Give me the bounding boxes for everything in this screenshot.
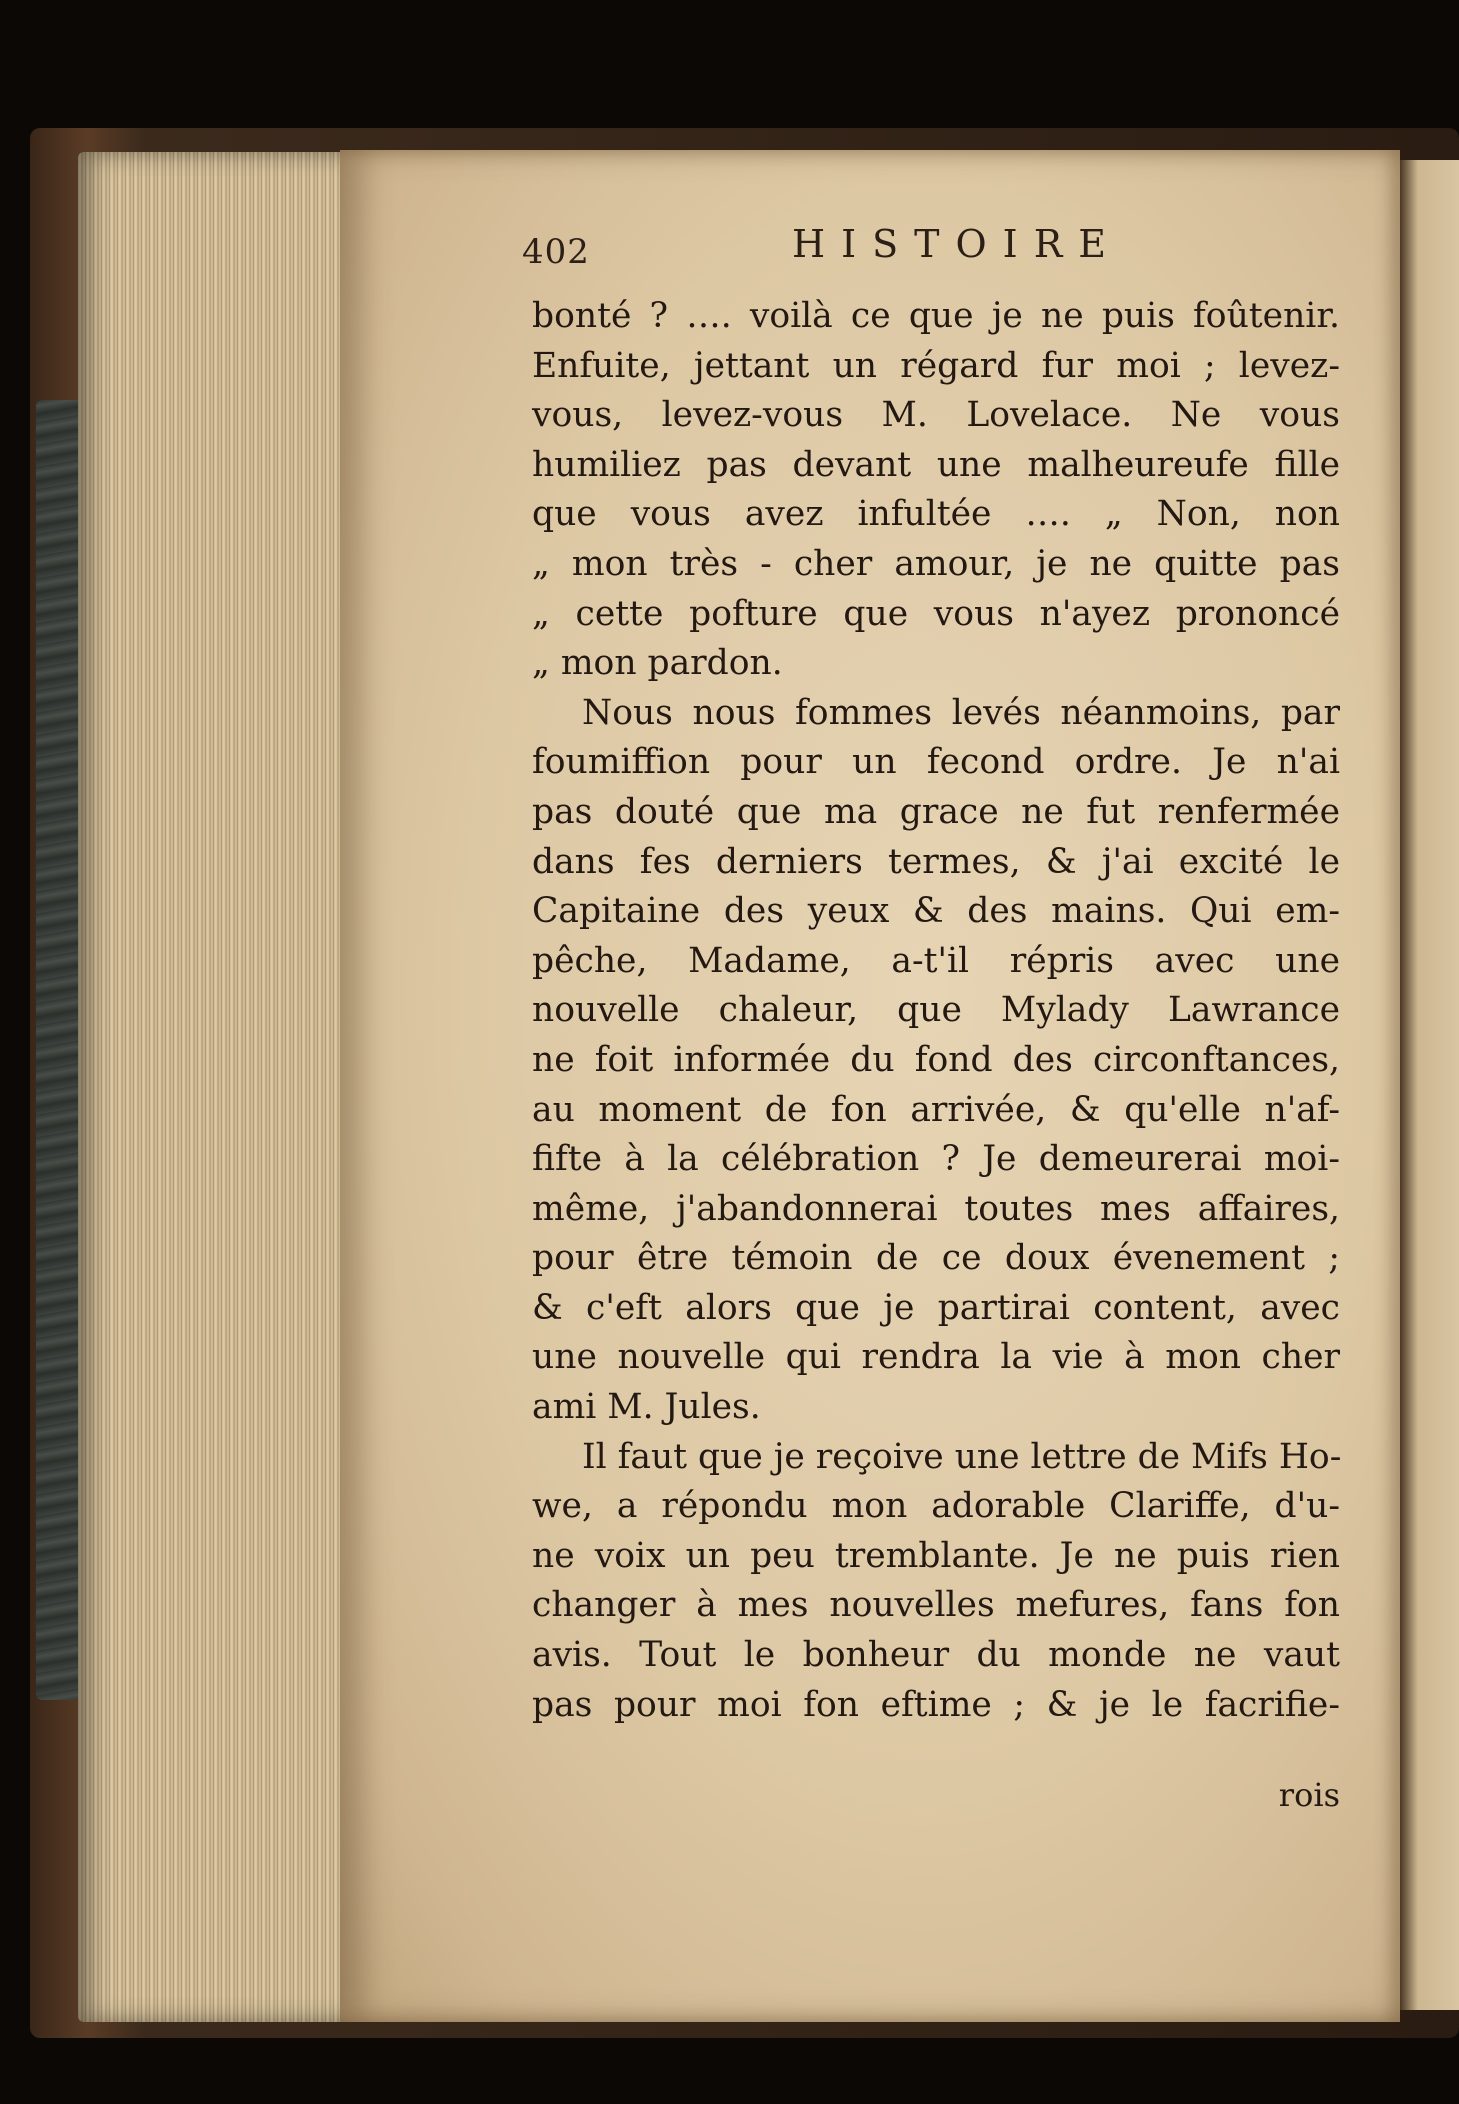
text-line: ne voix un peu tremblante. Je ne puis rien [532, 1535, 1340, 1576]
text-line: pas pour moi fon eftime ; & je le facrifie- [532, 1684, 1340, 1725]
text-line: „ cette pofture que vous n'ayez prononcé [532, 593, 1340, 634]
text-line: „ mon très - cher amour, je ne quitte pas [532, 543, 1340, 584]
text-line: avis. Tout le bonheur du monde ne vaut [532, 1635, 1340, 1676]
text-line: nouvelle chaleur, que Mylady Lawrance [532, 990, 1340, 1031]
text-line: Nous nous fommes levés néanmoins, par [582, 692, 1340, 733]
text-line: humiliez pas devant une malheureufe fille [532, 444, 1340, 485]
text-line: pas douté que ma grace ne fut renfermée [532, 791, 1340, 832]
text-line: vous, levez-vous M. Lovelace. Ne vous [532, 395, 1340, 436]
text-line: ami M. Jules. [532, 1387, 761, 1428]
text-line: Il faut que je reçoive une lettre de Mifs Ho- [582, 1436, 1342, 1477]
text-line: bonté ? …. voilà ce que je ne puis foûtenir. [532, 296, 1340, 336]
text-line: Enfuite, jettant un régard fur moi ; levez- [532, 345, 1340, 386]
text-line: fifte à la célébration ? Je demeurerai moi- [532, 1139, 1340, 1180]
text-line: au moment de fon arrivée, & qu'elle n'af- [532, 1089, 1340, 1130]
page-edges [78, 152, 363, 2022]
text-line: ne foit informée du fond des circonftances, [532, 1039, 1340, 1080]
text-line: „ mon pardon. [532, 643, 783, 684]
text-line: même, j'abandonnerai toutes mes affaires, [532, 1188, 1340, 1229]
body-text [532, 292, 1340, 1730]
facing-page-edge [1400, 160, 1459, 2010]
text-line: pêche, Madame, a-t'il répris avec une [532, 940, 1340, 981]
text-line: foumiffion pour un fecond ordre. Je n'ai [532, 742, 1340, 783]
page-header [522, 222, 1342, 282]
text-line: we, a répondu mon adorable Clariffe, d'u- [532, 1486, 1340, 1527]
text-line: pour être témoin de ce doux évenement ; [532, 1238, 1340, 1279]
text-line: Capitaine des yeux & des mains. Qui em- [532, 891, 1340, 932]
text-line: dans fes derniers termes, & j'ai excité le [532, 841, 1340, 882]
text-line: changer à mes nouvelles mefures, fans fon [532, 1585, 1340, 1626]
running-title: HISTOIRE [792, 222, 1123, 266]
text-line: que vous avez infultée …. „ Non, non [532, 494, 1340, 535]
text-line: & c'eft alors que je partirai content, avec [532, 1287, 1340, 1328]
catchword: rois [1278, 1776, 1340, 1814]
page-number: 402 [522, 232, 590, 272]
text-line: une nouvelle qui rendra la vie à mon cher [532, 1337, 1340, 1378]
